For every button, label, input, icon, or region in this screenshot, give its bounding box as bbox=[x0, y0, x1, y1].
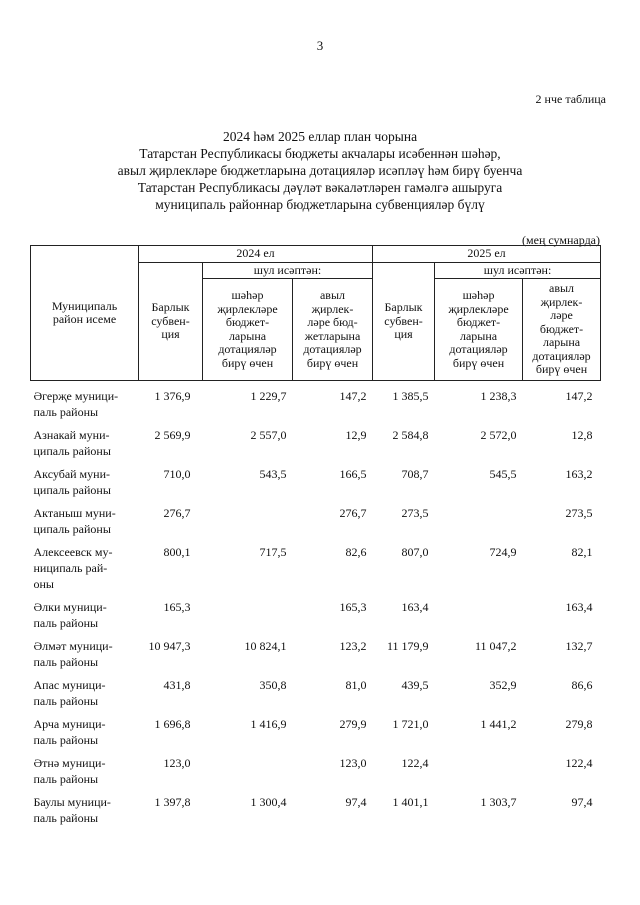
district-name: Баулы муници- паль районы bbox=[33, 795, 111, 825]
rural-2025: 279,8 bbox=[565, 717, 593, 731]
rural-2024: 12,9 bbox=[345, 428, 367, 442]
city-2025 bbox=[435, 599, 523, 638]
district-name: Аксубай муни- ципаль районы bbox=[33, 467, 111, 497]
total-2025: 1 401,1 bbox=[392, 795, 429, 809]
city-2024: 1 300,4 bbox=[250, 795, 287, 809]
page-number: 3 bbox=[316, 38, 324, 53]
district-name: Алексеевск му- ниципаль рай- оны bbox=[33, 545, 113, 591]
total-2024: 2 569,9 bbox=[154, 428, 191, 442]
title-line: 2024 һәм 2025 еллар план чорына bbox=[222, 129, 418, 144]
table-header bbox=[31, 246, 601, 381]
total-2025: 2 584,8 bbox=[392, 428, 429, 442]
total-2025: 807,0 bbox=[401, 545, 429, 559]
city-2024: 1 229,7 bbox=[250, 389, 287, 403]
total-2024: 1 397,8 bbox=[154, 795, 191, 809]
table-row bbox=[31, 794, 601, 833]
total-2025: 11 179,9 bbox=[386, 639, 429, 653]
units-note: (мең сумнарда) bbox=[522, 233, 600, 247]
table-row bbox=[31, 466, 601, 505]
header-rural-2025: авыл җирлек- ләре бюджет- ларына дотацияләр бирү өчен bbox=[523, 279, 601, 381]
table-body bbox=[31, 381, 601, 834]
district-name: Апас муници- паль районы bbox=[33, 678, 106, 708]
total-2024: 1 376,9 bbox=[154, 389, 191, 403]
table-row bbox=[31, 716, 601, 755]
district-name: Әлки муници- паль районы bbox=[33, 600, 107, 630]
city-2024 bbox=[203, 755, 293, 794]
city-2025: 545,5 bbox=[489, 467, 517, 481]
district-name: Актаныш муни- ципаль районы bbox=[33, 506, 116, 536]
city-2025: 1 303,7 bbox=[480, 795, 517, 809]
table-row bbox=[31, 505, 601, 544]
total-2025: 439,5 bbox=[401, 678, 429, 692]
title-line: Татарстан Республикасы бюджеты акчалары исәбеннән шәһәр, bbox=[139, 146, 501, 161]
total-2025: 1 721,0 bbox=[392, 717, 429, 731]
total-2024: 710,0 bbox=[163, 467, 191, 481]
total-2024: 10 947,3 bbox=[148, 639, 191, 653]
rural-2025: 132,7 bbox=[565, 639, 593, 653]
total-2025: 122,4 bbox=[401, 756, 429, 770]
city-2025 bbox=[435, 755, 523, 794]
total-2024: 165,3 bbox=[163, 600, 191, 614]
rural-2025: 163,2 bbox=[565, 467, 593, 481]
rural-2024: 81,0 bbox=[345, 678, 367, 692]
header-city-2024: шәһәр җирлекләре бюджет- ларына дотацияләр бирү өчен bbox=[203, 279, 293, 381]
rural-2024: 279,9 bbox=[339, 717, 367, 731]
total-2024: 800,1 bbox=[163, 545, 191, 559]
city-2025: 1 441,2 bbox=[480, 717, 517, 731]
subvention-table bbox=[30, 245, 601, 833]
rural-2024: 166,5 bbox=[339, 467, 367, 481]
table-row bbox=[31, 677, 601, 716]
title-line: авыл җирлекләре бюджетларына дотацияләр исәпләү һәм бирү буенча bbox=[117, 163, 523, 178]
table-row bbox=[31, 427, 601, 466]
total-2025: 273,5 bbox=[401, 506, 429, 520]
district-name: Әтнә муници- паль районы bbox=[33, 756, 106, 786]
rural-2024: 123,0 bbox=[339, 756, 367, 770]
district-name: Азнакай муни- ципаль районы bbox=[33, 428, 111, 458]
rural-2024: 276,7 bbox=[339, 506, 367, 520]
title-line: Татарстан Республикасы дәүләт вәкаләтләрен гамәлгә ашыруга bbox=[137, 180, 503, 195]
rural-2024: 147,2 bbox=[339, 389, 367, 403]
city-2024: 717,5 bbox=[259, 545, 287, 559]
city-2025: 724,9 bbox=[489, 545, 517, 559]
rural-2025: 147,2 bbox=[565, 389, 593, 403]
city-2024: 10 824,1 bbox=[244, 639, 287, 653]
district-name: Арча муници- паль районы bbox=[33, 717, 106, 747]
header-rural-2024: авыл җирлек- ләре бюд- жетларына дотацияләр бирү өчен bbox=[293, 279, 373, 381]
table-row bbox=[31, 755, 601, 794]
header-total-2024: Барлык субвен- ция bbox=[139, 262, 203, 381]
city-2025 bbox=[435, 505, 523, 544]
header-total-2025: Барлык субвен- ция bbox=[373, 262, 435, 381]
city-2025: 1 238,3 bbox=[480, 389, 517, 403]
total-2024: 123,0 bbox=[163, 756, 191, 770]
rural-2025: 163,4 bbox=[565, 600, 593, 614]
document-title bbox=[60, 128, 580, 213]
district-name: Әгерҗе муници- паль районы bbox=[33, 389, 119, 419]
title-line: муниципаль районнар бюджетларына субвенцияләр бүлү bbox=[155, 197, 485, 212]
district-name: Әлмәт муници- паль районы bbox=[33, 639, 113, 669]
table-label: 2 нче таблица bbox=[535, 92, 606, 106]
city-2025: 2 572,0 bbox=[480, 428, 517, 442]
rural-2025: 86,6 bbox=[571, 678, 593, 692]
header-year-2024: 2024 ел bbox=[139, 246, 373, 263]
rural-2025: 82,1 bbox=[571, 545, 593, 559]
city-2025: 11 047,2 bbox=[474, 639, 517, 653]
city-2024: 350,8 bbox=[259, 678, 287, 692]
rural-2024: 165,3 bbox=[339, 600, 367, 614]
rural-2024: 123,2 bbox=[339, 639, 367, 653]
city-2024: 543,5 bbox=[259, 467, 287, 481]
total-2024: 276,7 bbox=[163, 506, 191, 520]
rural-2024: 82,6 bbox=[345, 545, 367, 559]
rural-2025: 97,4 bbox=[571, 795, 593, 809]
header-municipal-district: Муниципаль район исеме bbox=[31, 246, 139, 381]
rural-2025: 12,8 bbox=[571, 428, 593, 442]
header-including-2024: шул исәптән: bbox=[203, 262, 373, 279]
city-2024 bbox=[203, 505, 293, 544]
city-2025: 352,9 bbox=[489, 678, 517, 692]
header-city-2025: шәһәр җирлекләре бюджет- ларына дотацияләр бирү өчен bbox=[435, 279, 523, 381]
city-2024 bbox=[203, 599, 293, 638]
table-row bbox=[31, 599, 601, 638]
table-row bbox=[31, 638, 601, 677]
total-2024: 431,8 bbox=[163, 678, 191, 692]
rural-2025: 273,5 bbox=[565, 506, 593, 520]
table-row bbox=[31, 544, 601, 599]
total-2025: 163,4 bbox=[401, 600, 429, 614]
rural-2025: 122,4 bbox=[565, 756, 593, 770]
city-2024: 1 416,9 bbox=[250, 717, 287, 731]
total-2025: 708,7 bbox=[401, 467, 429, 481]
total-2024: 1 696,8 bbox=[154, 717, 191, 731]
header-including-2025: шул исәптән: bbox=[435, 262, 601, 279]
header-year-2025: 2025 ел bbox=[373, 246, 601, 263]
city-2024: 2 557,0 bbox=[250, 428, 287, 442]
rural-2024: 97,4 bbox=[345, 795, 367, 809]
total-2025: 1 385,5 bbox=[392, 389, 429, 403]
table-row bbox=[31, 381, 601, 428]
